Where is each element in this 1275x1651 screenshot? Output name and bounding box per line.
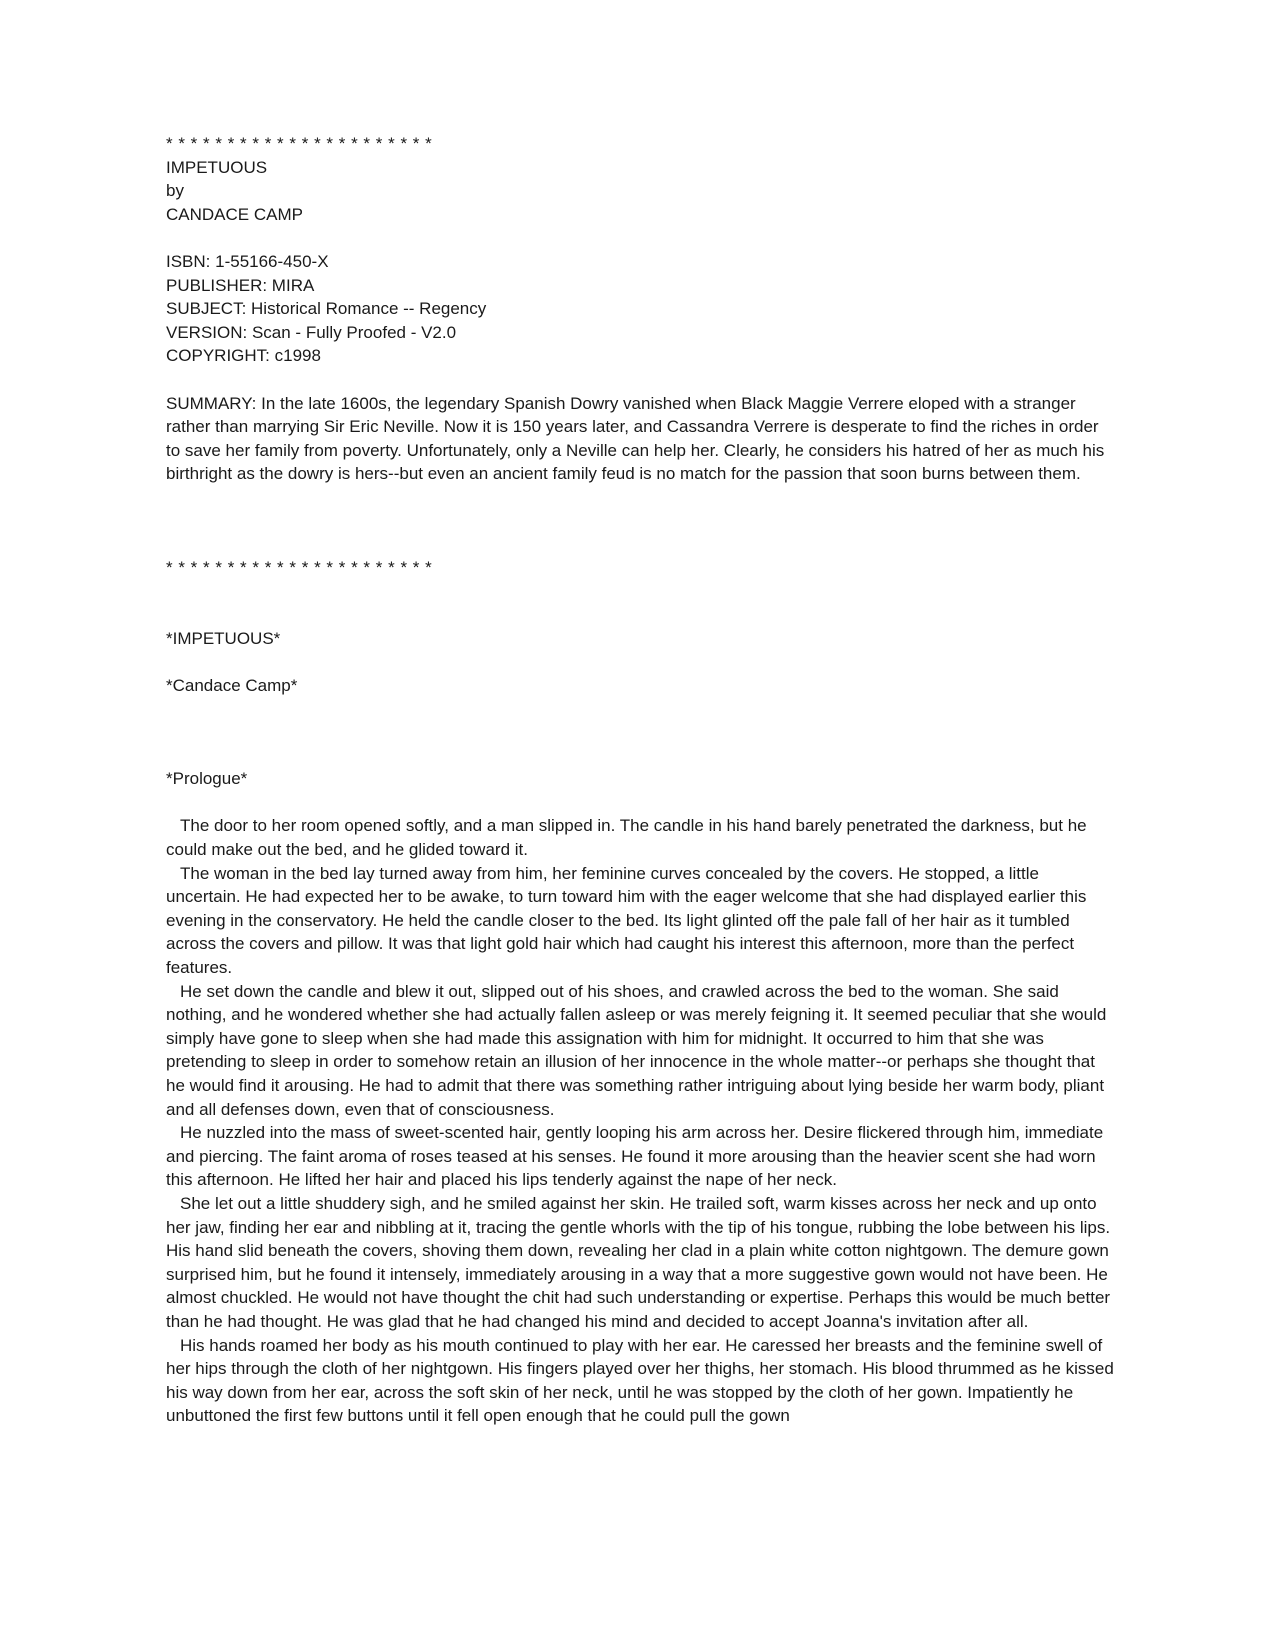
header-stars: * * * * * * * * * * * * * * * * * * * * * * (166, 134, 433, 153)
book-author: *Candace Camp* (166, 675, 298, 695)
paragraph: He nuzzled into the mass of sweet-scented hair, gently looping his arm across her. Desire flickered through him, immediate and piercing. The faint aroma of roses teased at his senses. He found it more arousing than the heavier scent she had worn this afternoon. He lifted her hair and placed his lips tenderly against the nape of her neck. (166, 1123, 1104, 1190)
book-title: *IMPETUOUS* (166, 628, 281, 648)
divider-stars: * * * * * * * * * * * * * * * * * * * * * * (166, 557, 433, 577)
paragraph: His hands roamed her body as his mouth continued to play with her ear. He caressed her breasts and the feminine swell of her hips through the cloth of her nightgown. His fingers played over her thighs, her stomach. His blood thrummed as he kissed his way down from her ear, across the soft skin of her neck, until he was stopped by the cloth of her gown. Impatiently he unbuttoned the first few buttons until it fell open enough that he could pull the gown (166, 1335, 1114, 1426)
paragraph: She let out a little shuddery sigh, and he smiled against her skin. He trailed soft, warm kisses across her neck and up onto her jaw, finding her ear and nibbling at it, tracing the gentle whorls with the tip of his tongue, rubbing the lobe between his lips. His hand slid beneath the covers, shoving them down, revealing her clad in a plain white cotton nightgown. The demure gown surprised him, but he found it intensely, immediately arousing in a way that a more suggestive gown would not have been. He almost chuckled. He would not have thought the chit had such understanding or expertise. Perhaps this would be much better than he had thought. He was glad that he had changed his mind and decided to accept Joanna's invitation after all. (166, 1193, 1111, 1331)
summary-text: SUMMARY: In the late 1600s, the legendary Spanish Dowry vanished when Black Maggie Verrere eloped with a stranger rather than marrying Sir Eric Neville. Now it is 150 years later, and Cassandra Verrere is desperate to find the riches in order to save her family from poverty. Unfortunately, only a Neville can help her. Clearly, he considers his hatred of her as much his birthright as the dowry is hers--but even an ancient family feud is no match for the passion that soon burns between them. (166, 393, 1105, 484)
meta-isbn: ISBN: 1-55166-450-X (166, 251, 329, 271)
meta-version: VERSION: Scan - Fully Proofed - V2.0 (166, 322, 457, 342)
header-by: by (166, 181, 184, 201)
header-title: IMPETUOUS (166, 157, 268, 177)
header-author: CANDACE CAMP (166, 204, 303, 224)
document-page (166, 132, 1116, 1428)
meta-publisher: PUBLISHER: MIRA (166, 275, 315, 295)
paragraph: The door to her room opened softly, and a man slipped in. The candle in his hand barely penetrated the darkness, but he could make out the bed, and he glided toward it. (166, 816, 1087, 860)
meta-subject: SUBJECT: Historical Romance -- Regency (166, 299, 487, 319)
chapter-title: *Prologue* (166, 769, 248, 789)
meta-copyright: COPYRIGHT: c1998 (166, 346, 321, 366)
paragraph: The woman in the bed lay turned away from him, her feminine curves concealed by the covers. He stopped, a little uncertain. He had expected her to be awake, to turn toward him with the eager welcome that she had displayed earlier this evening in the conservatory. He held the candle closer to the bed. Its light glinted off the pale fall of her hair as it tumbled across the covers and pillow. It was that light gold hair which had caught his interest this afternoon, more than the perfect features. (166, 863, 1087, 978)
paragraph: He set down the candle and blew it out, slipped out of his shoes, and crawled across the bed to the woman. She said nothing, and he wondered whether she had actually fallen asleep or was merely feigning it. It seemed peculiar that she would simply have gone to sleep when she had made this assignation with him for midnight. It occurred to him that she was pretending to sleep in order to somehow retain an illusion of her innocence in the whole matter--or perhaps she thought that he would find it arousing. He had to admit that there was something rather intriguing about lying beside her warm body, pliant and all defenses down, even that of consciousness. (166, 981, 1107, 1119)
